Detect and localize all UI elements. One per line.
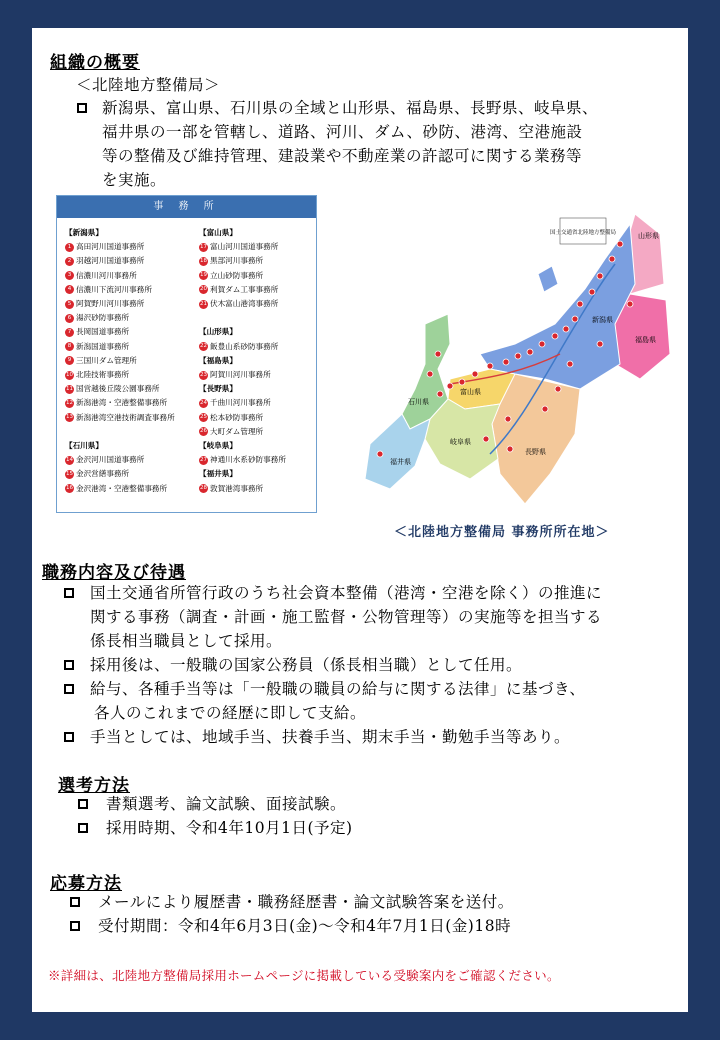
map-label-niigata: 新潟県	[592, 316, 613, 324]
office-marker	[552, 333, 558, 339]
office-number-icon: 15	[66, 470, 73, 477]
office-item	[65, 340, 175, 354]
office-number-icon: 25	[200, 414, 207, 421]
office-list-right	[199, 226, 286, 496]
overview-line: を実施。	[102, 171, 167, 189]
office-marker	[563, 326, 569, 332]
checkbox-icon	[64, 684, 74, 694]
office-marker	[507, 446, 513, 452]
office-number-icon: 4	[65, 285, 74, 294]
office-item	[199, 254, 286, 268]
office-prefecture: 【福島県】	[199, 355, 237, 365]
office-prefecture: 【長野県】	[199, 384, 237, 394]
checkbox-icon	[64, 732, 74, 742]
office-name: 伏木富山港湾事務所	[210, 299, 279, 309]
selection-item: 書類選考、論文試験、面接試験。	[106, 795, 347, 813]
overview-subtitle: ＜北陸地方整備局＞	[76, 76, 221, 94]
duty-line: 国土交通省所管行政のうち社会資本整備（港湾・空港を除く）の推進に	[90, 584, 603, 602]
map-label-nagano: 長野県	[525, 448, 546, 456]
office-marker	[515, 353, 521, 359]
office-number-icon: 1	[65, 243, 74, 252]
office-name: 千曲川河川事務所	[210, 398, 271, 408]
office-marker	[609, 256, 615, 262]
office-item	[65, 411, 175, 425]
office-name: 神通川水系砂防事務所	[210, 455, 286, 465]
office-name: 阿賀川河川事務所	[210, 370, 271, 380]
office-item	[65, 354, 175, 368]
office-name: 高田河川国道事務所	[76, 242, 145, 252]
office-list-left	[65, 226, 175, 496]
office-item	[65, 325, 175, 339]
office-item	[199, 283, 286, 297]
office-item	[65, 283, 175, 297]
office-item	[65, 254, 175, 268]
checkbox-icon	[78, 799, 88, 809]
office-number-icon: 8	[65, 342, 74, 351]
office-name: 利賀ダム工事事務所	[210, 284, 279, 294]
office-marker	[577, 301, 583, 307]
selection-item: 採用時期、令和4年10月1日(予定)	[106, 819, 353, 837]
office-item	[199, 340, 286, 354]
office-number-icon: 12	[66, 399, 73, 406]
office-marker	[503, 359, 509, 365]
office-gap	[199, 311, 286, 325]
office-name: 三国川ダム管理所	[76, 355, 137, 365]
duty-line: 給与、各種手当等は「一般職の職員の給与に関する法律」に基づき、	[90, 680, 586, 698]
office-number-icon: 3	[65, 271, 74, 280]
map-label-gifu: 岐阜県	[450, 438, 471, 446]
office-name: 湯沢砂防事務所	[76, 313, 130, 323]
office-marker	[472, 371, 478, 377]
office-item	[65, 269, 175, 283]
office-name: 新潟国道事務所	[76, 341, 130, 351]
office-item	[65, 311, 175, 325]
office-marker	[542, 406, 548, 412]
office-marker	[487, 363, 493, 369]
office-item	[65, 482, 175, 496]
office-number-icon: 11	[66, 385, 73, 392]
map-label-fukushima: 福島県	[635, 336, 656, 344]
office-item	[199, 411, 286, 425]
office-number-icon: 6	[65, 314, 74, 323]
office-item	[199, 396, 286, 410]
office-marker	[555, 386, 561, 392]
checkbox-icon	[77, 103, 87, 113]
duty-line: 関する事務（調査・計画・施工監督・公物管理等）の実施等を担当する	[90, 608, 603, 626]
duty-line: 手当としては、地域手当、扶養手当、期末手当・勤勉手当等あり。	[90, 728, 571, 746]
footnote: ※詳細は、北陸地方整備局採用ホームページに掲載している受験案内をご確認ください。	[48, 968, 560, 983]
office-item	[65, 453, 175, 467]
office-gap	[65, 425, 175, 439]
office-number-icon: 23	[200, 371, 207, 378]
office-item	[65, 240, 175, 254]
office-number-icon: 13	[66, 414, 73, 421]
office-name: 松本砂防事務所	[210, 412, 264, 422]
office-number-icon: 24	[200, 399, 207, 406]
map-legend-title: 国土交通省北陸地方整備局	[549, 230, 617, 236]
checkbox-icon	[78, 823, 88, 833]
overview-line: 福井県の一部を管轄し、道路、河川、ダム、砂防、港湾、空港施設	[102, 123, 583, 141]
duty-line: 各人のこれまでの経歴に即して支給。	[94, 704, 367, 722]
office-prefecture: 【新潟県】	[65, 228, 103, 237]
map-caption: ＜北陸地方整備局 事務所所在地＞	[394, 525, 610, 540]
office-number-icon: 16	[66, 485, 73, 492]
map-label-fukui: 福井県	[390, 458, 411, 466]
office-item	[199, 368, 286, 382]
map-label-ishikawa: 石川県	[408, 398, 429, 406]
office-marker	[447, 383, 453, 389]
application-heading: 応募方法	[50, 874, 122, 894]
checkbox-icon	[64, 660, 74, 670]
office-number-icon: 5	[65, 300, 74, 309]
office-location-map	[330, 204, 680, 514]
office-list-panel	[56, 195, 317, 513]
office-marker	[617, 241, 623, 247]
office-marker	[597, 273, 603, 279]
office-number-icon: 20	[200, 286, 207, 293]
recruitment-page	[32, 28, 688, 1012]
office-item	[65, 297, 175, 311]
office-name: 黒部河川事務所	[210, 256, 264, 266]
office-name: 金沢営繕事務所	[76, 469, 130, 479]
office-number-icon: 19	[200, 272, 207, 279]
office-name: 信濃川下流河川事務所	[76, 284, 152, 294]
office-prefecture: 【岐阜県】	[199, 441, 237, 451]
selection-heading: 選考方法	[58, 776, 130, 796]
office-name: 羽越河川国道事務所	[76, 256, 145, 266]
office-name: 新潟港湾・空港整備事務所	[76, 398, 168, 408]
office-item	[199, 482, 286, 496]
office-prefecture: 【福井県】	[199, 469, 237, 479]
duty-line: 採用後は、一般職の国家公務員（係長相当職）として任用。	[90, 656, 523, 674]
office-name: 大町ダム管理所	[210, 426, 264, 436]
application-item: メールにより履歴書・職務経歴書・論文試験答案を送付。	[98, 893, 514, 911]
office-name: 北陸技術事務所	[76, 370, 130, 380]
office-name: 飯豊山系砂防事務所	[210, 341, 279, 351]
duties-heading: 職務内容及び待遇	[42, 563, 186, 583]
office-item	[199, 269, 286, 283]
office-number-icon: 10	[66, 371, 73, 378]
office-marker	[505, 416, 511, 422]
office-name: 新潟港湾空港技術調査事務所	[76, 412, 175, 422]
office-number-icon: 7	[65, 328, 74, 337]
office-marker	[437, 391, 443, 397]
office-number-icon: 18	[200, 257, 207, 264]
office-number-icon: 21	[200, 300, 207, 307]
office-number-icon: 14	[66, 456, 73, 463]
office-list-header: 事 務 所	[57, 196, 316, 218]
overview-text	[102, 96, 598, 192]
office-marker	[459, 379, 465, 385]
office-number-icon: 27	[200, 456, 207, 463]
checkbox-icon	[70, 921, 80, 931]
office-item	[65, 382, 175, 396]
office-marker	[597, 341, 603, 347]
duty-line: 係長相当職員として採用。	[90, 632, 283, 650]
checkbox-icon	[64, 588, 74, 598]
office-prefecture: 【富山県】	[199, 228, 237, 237]
office-number-icon: 26	[200, 428, 207, 435]
office-number-icon: 17	[200, 243, 207, 250]
office-marker	[483, 436, 489, 442]
office-name: 国営越後丘陵公園事務所	[76, 384, 160, 394]
office-name: 阿賀野川河川事務所	[76, 299, 145, 309]
office-number-icon: 22	[200, 343, 207, 350]
map-label-toyama: 富山県	[460, 388, 481, 396]
overview-line: 等の整備及び維持管理、建設業や不動産業の許認可に関する業務等	[102, 147, 583, 165]
office-marker	[589, 289, 595, 295]
application-item: 受付期間：令和4年6月3日(金)～令和4年7月1日(金)18時	[98, 917, 512, 935]
office-name: 金沢港湾・空港整備事務所	[76, 483, 168, 493]
office-marker	[627, 301, 633, 307]
overview-line: 新潟県、富山県、石川県の全域と山形県、福島県、長野県、岐阜県、	[102, 99, 599, 117]
office-number-icon: 28	[200, 485, 207, 492]
checkbox-icon	[70, 897, 80, 907]
office-name: 金沢河川国道事務所	[76, 455, 145, 465]
office-number-icon: 9	[65, 356, 74, 365]
office-name: 富山河川国道事務所	[210, 242, 279, 252]
office-item	[65, 396, 175, 410]
office-marker	[427, 371, 433, 377]
office-prefecture: 【石川県】	[65, 441, 103, 451]
office-name: 長岡国道事務所	[76, 327, 130, 337]
office-marker	[527, 349, 533, 355]
map-label-yamagata: 山形県	[638, 232, 659, 240]
office-item	[199, 425, 286, 439]
office-name: 信濃川河川事務所	[76, 270, 137, 280]
office-marker	[435, 351, 441, 357]
office-name: 立山砂防事務所	[210, 270, 264, 280]
office-item	[199, 453, 286, 467]
office-marker	[567, 361, 573, 367]
office-name: 敦賀港湾事務所	[210, 483, 264, 493]
office-marker	[572, 316, 578, 322]
office-item	[199, 240, 286, 254]
overview-heading: 組織の概要	[50, 53, 140, 73]
office-prefecture: 【山形県】	[199, 327, 237, 337]
office-item	[199, 297, 286, 311]
office-item	[65, 368, 175, 382]
office-item	[65, 467, 175, 481]
office-number-icon: 2	[65, 257, 74, 266]
office-marker	[377, 451, 383, 457]
office-marker	[539, 341, 545, 347]
